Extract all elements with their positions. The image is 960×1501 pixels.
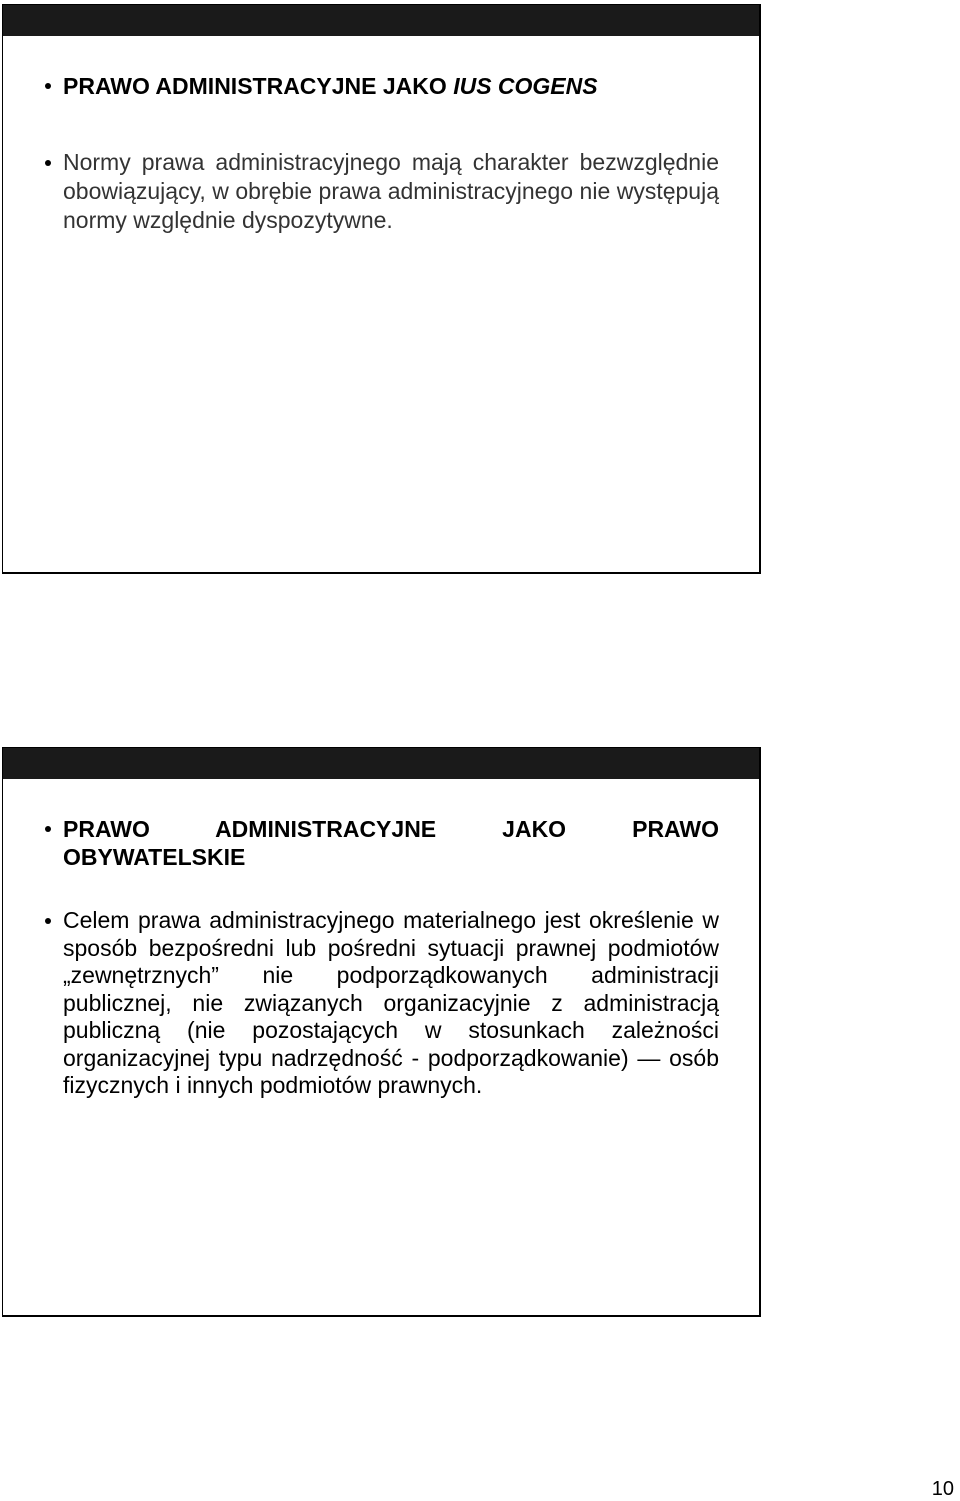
slide-2-body-text: Celem prawa administracyjnego materialnego jest określenie w sposób bezpośredni lub pośredni sytuacji prawnej podmiotów „zewnętrznych” nie podporządkowanych administracji publicznej, nie związanych organizacyjnie z administracją publiczną (nie pozostających w stosunkach zależności organizacyjnej typu nadrzędność - podporządkowanie) — osób fizycznych i innych podmiotów prawnych. — [63, 907, 719, 1098]
slide-header-bar — [3, 5, 759, 36]
page-number: 10 — [931, 1478, 954, 1500]
slide-2-title — [63, 815, 719, 871]
slide-2-body — [63, 907, 719, 1100]
slide-1-body — [63, 148, 719, 235]
slide-1-body-text: Normy prawa administracyjnego mają charakter bezwzględnie obowiązujący, w obrębie prawa administracyjnego nie występują normy względnie dyspozytywne. — [63, 149, 719, 233]
slide-1-title-italic: IUS COGENS — [453, 73, 598, 99]
slide-header-bar — [3, 748, 759, 779]
bullet-icon — [45, 160, 51, 166]
slide-1-title — [63, 72, 719, 100]
slide-1-title-text: PRAWO ADMINISTRACYJNE JAKO — [63, 73, 454, 99]
bullet-icon — [45, 826, 51, 832]
bullet-icon — [45, 83, 51, 89]
bullet-icon — [45, 918, 51, 924]
slide-2-title-text: PRAWO ADMINISTRACYJNE JAKO PRAWO OBYWATELSKIE — [63, 816, 719, 870]
slide-1 — [2, 4, 761, 574]
slide-2 — [2, 747, 761, 1317]
